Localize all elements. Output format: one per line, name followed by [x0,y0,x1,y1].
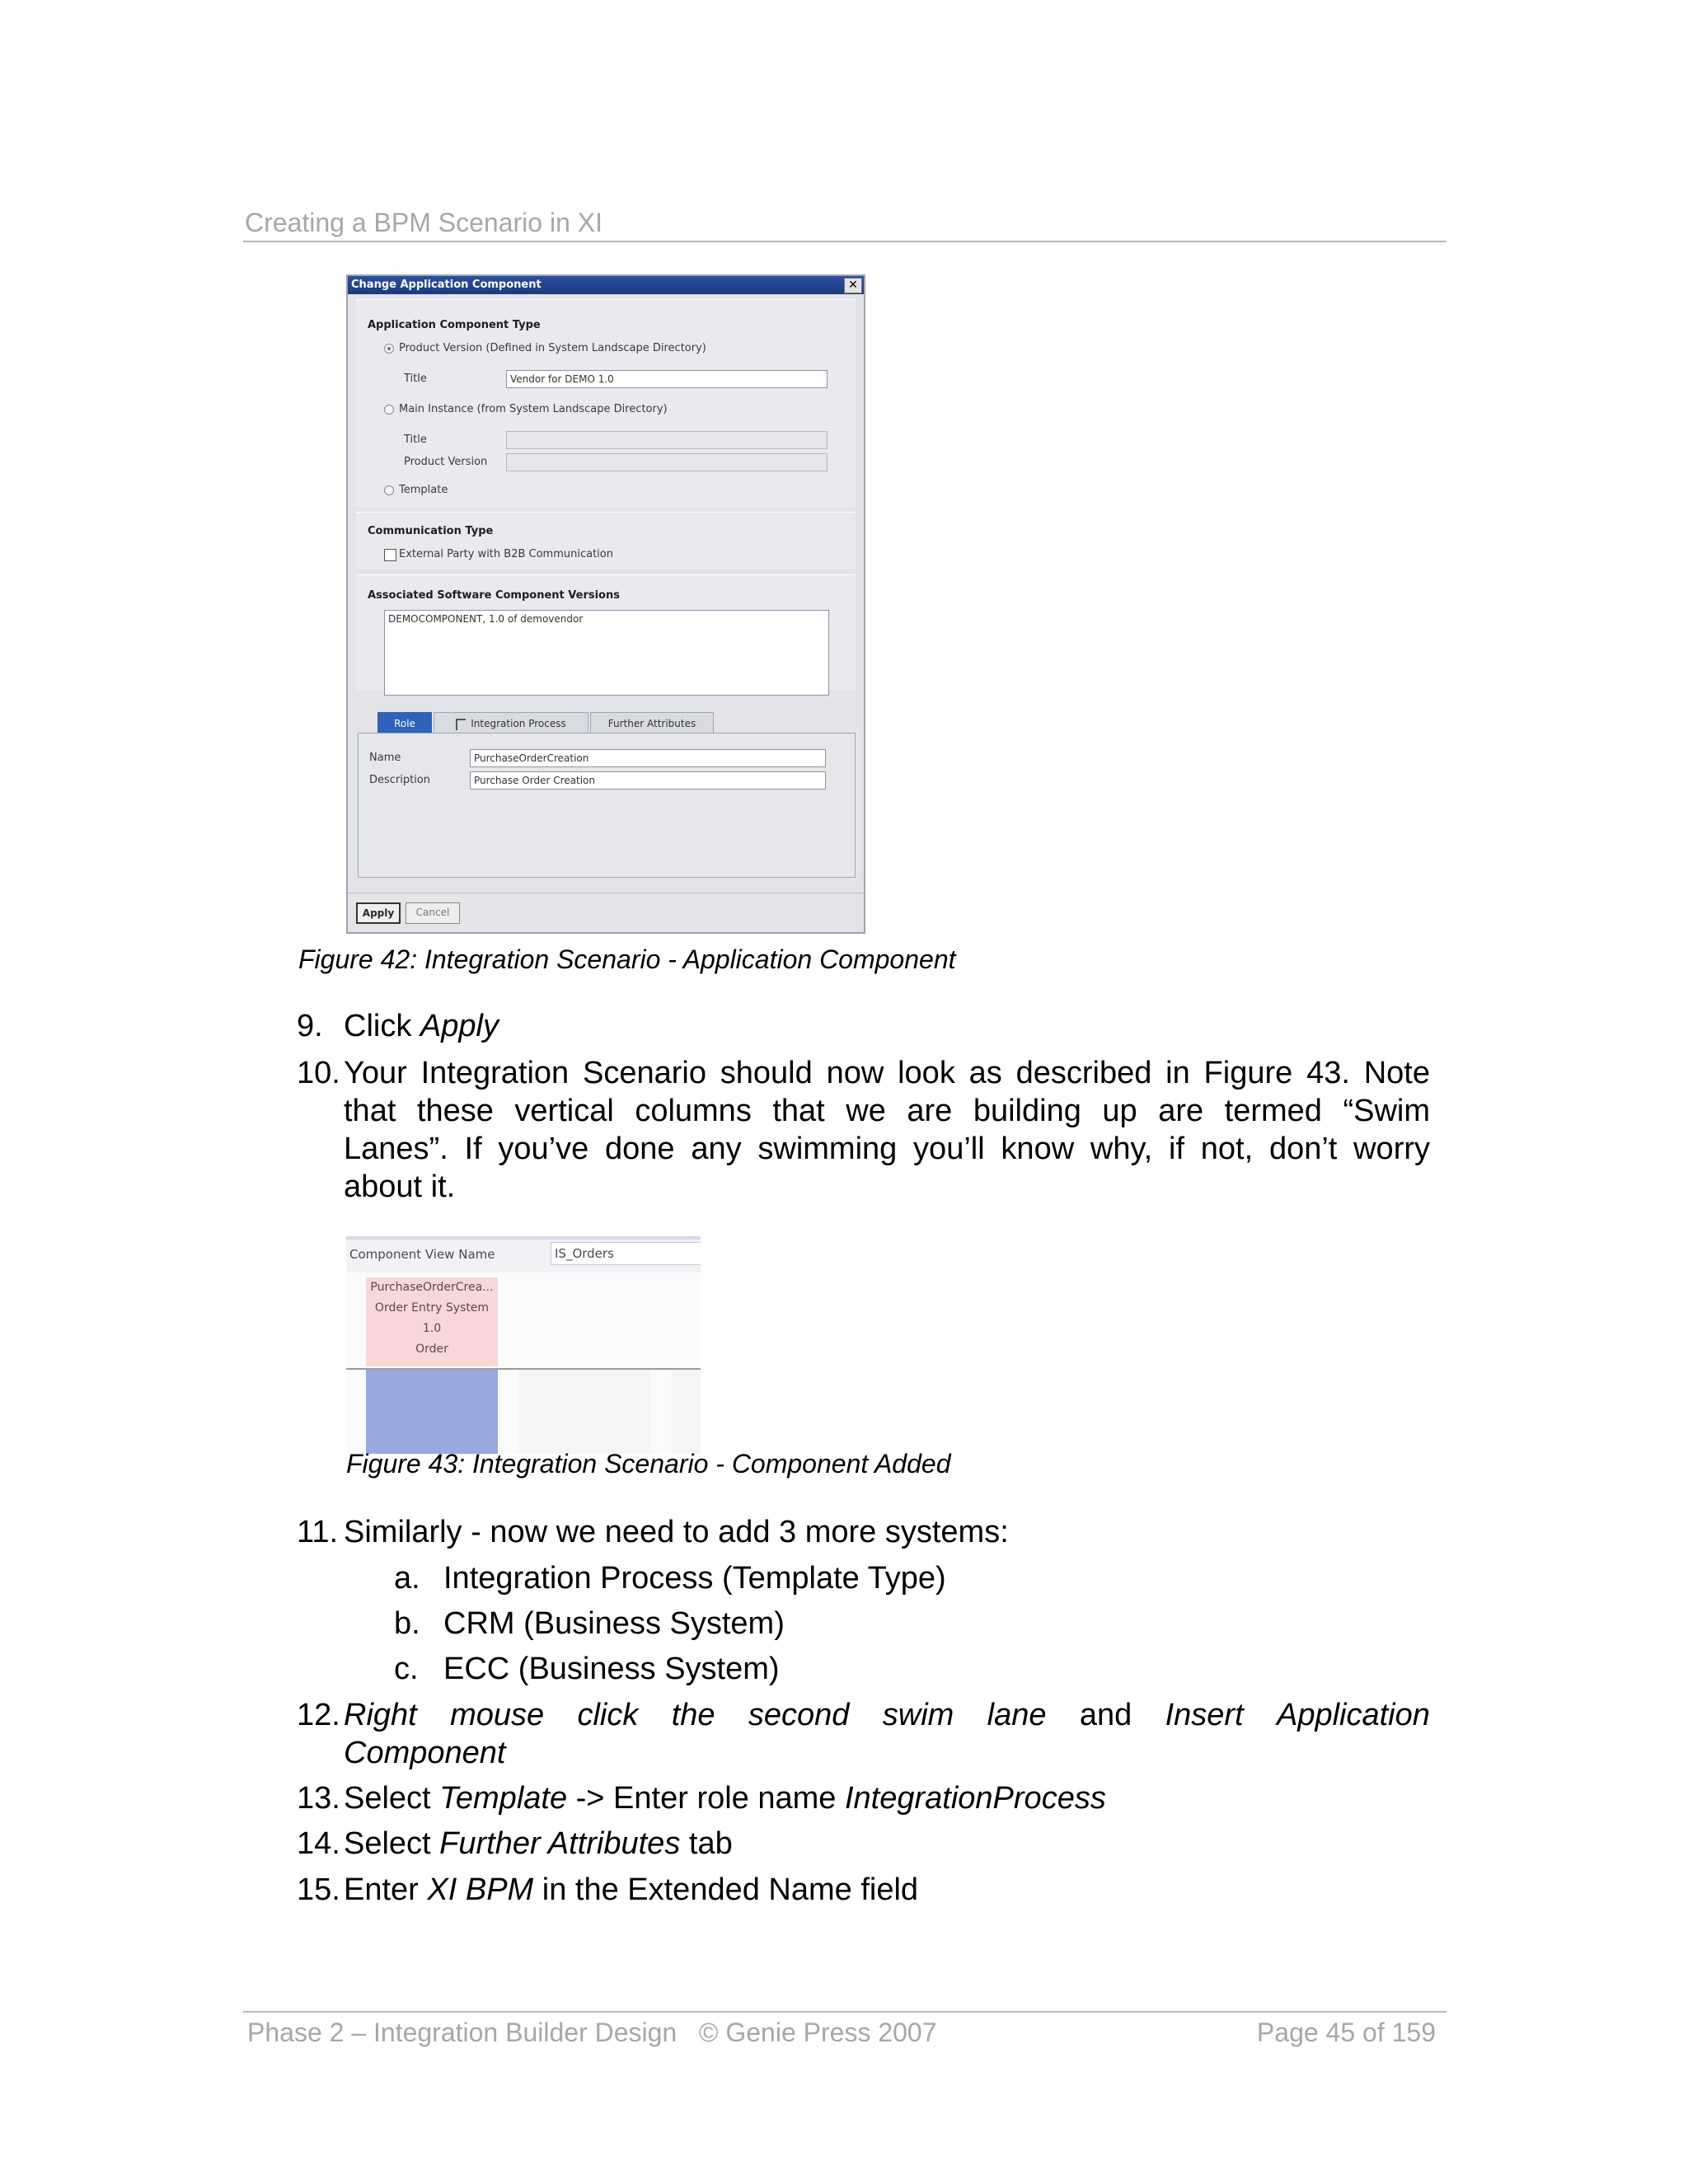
swim-lane-2[interactable] [519,1370,651,1454]
component-view-name-label: Component View Name [349,1247,495,1262]
dialog-title: Change Application Component [351,279,542,291]
main-title-label: Title [404,434,427,446]
step-13-d: IntegrationProcess [844,1781,1106,1816]
product-version-field[interactable] [506,453,828,471]
component-version: 1.0 [422,1322,442,1335]
external-party-checkbox[interactable] [384,549,396,561]
step-12-word-4: the [671,1698,715,1732]
main-title-field[interactable] [506,431,828,449]
step-14 [297,1825,1451,1863]
step-13-b: Template [439,1781,568,1816]
sub-item-c-text: ECC (Business System) [443,1652,780,1686]
component-role-name: PurchaseOrderCrea... [370,1281,494,1294]
step-15-a: Enter [344,1872,428,1907]
step-15 [297,1871,1451,1909]
step-12-word-1: Right [344,1698,417,1732]
step-14-b: Further Attributes [439,1826,681,1861]
step-14-number: 14. [297,1826,340,1861]
sub-item-c [394,1650,1383,1688]
role-name-field[interactable]: PurchaseOrderCreation [470,749,826,767]
sub-item-b-text: CRM (Business System) [443,1606,785,1641]
step-11 [297,1513,1451,1551]
running-header: Creating a BPM Scenario in XI [245,208,603,237]
main-instance-label: Main Instance (from System Landscape Directory) [399,403,668,415]
close-icon[interactable]: ✕ [844,278,862,293]
product-version-label: Product Version (Defined in System Landscape Directory) [399,342,706,354]
component-type: Order [415,1343,448,1356]
step-11-text: Similarly - now we need to add 3 more systems: [344,1515,1009,1549]
tab-integration-process[interactable] [434,712,588,733]
step-9 [297,1007,1451,1045]
step-9-text-a: Click [344,1009,420,1043]
step-12 [297,1696,1431,1772]
step-12-word-9: Insert [1165,1698,1244,1732]
step-12-word-6: swim [882,1698,954,1732]
software-component-list[interactable]: DEMOCOMPONENT, 1.0 of demovendor [384,610,829,696]
step-12-word-2: mouse [450,1698,545,1732]
component-view-screenshot [346,1236,701,1454]
step-13-c: -> Enter role name [567,1781,845,1816]
step-12-word-10: Application [1276,1698,1430,1732]
swim-lane-3[interactable] [672,1370,701,1454]
step-14-a: Select [344,1826,440,1861]
step-14-text [344,1825,733,1863]
step-12-line-1 [344,1696,1430,1734]
sub-item-a [394,1559,1383,1597]
step-13 [297,1779,1451,1817]
sub-item-c-letter: c. [394,1652,419,1686]
step-10-line-3: Lanes”. If you’ve done any swimming you’ll know why, if not, don’t worry [344,1132,1430,1166]
step-15-number: 15. [297,1872,340,1907]
role-name-label: Name [369,752,401,764]
step-9-text [344,1007,499,1045]
step-12-word-3: click [577,1698,639,1732]
step-15-text [344,1871,918,1909]
sub-item-b-letter: b. [394,1606,420,1641]
change-application-component-dialog [346,274,865,934]
component-view-name-field[interactable]: IS_Orders [551,1242,701,1265]
component-system-name: Order Entry System [374,1301,490,1315]
communication-type-section [356,512,856,569]
tab-further-attributes[interactable]: Further Attributes [590,712,714,733]
sub-item-b [394,1605,1383,1643]
process-icon [456,719,466,730]
dialog-titlebar [348,276,864,294]
step-10-number: 10. [297,1056,340,1090]
sub-item-a-text: Integration Process (Template Type) [443,1561,946,1596]
step-12-word-7: lane [987,1698,1047,1732]
footer-left: Phase 2 – Integration Builder Design © Genie Press 2007 [247,2018,937,2047]
step-14-c: tab [680,1826,733,1861]
step-13-text [344,1779,1106,1817]
role-description-field[interactable]: Purchase Order Creation [470,771,826,790]
tab-integration-process-label: Integration Process [471,718,566,729]
step-10-line-1: Your Integration Scenario should now look as described in Figure 43. Note [344,1056,1430,1090]
footer-page-number: Page 45 of 159 [1256,2018,1436,2047]
step-13-a: Select [344,1781,440,1816]
header-rule [243,241,1447,242]
step-12-number: 12. [297,1698,340,1732]
cancel-button[interactable]: Cancel [406,902,460,924]
step-10-line-2: that these vertical columns that we are building up are termed “Swim [344,1094,1430,1128]
tab-role[interactable]: Role [377,712,432,733]
title-field[interactable]: Vendor for DEMO 1.0 [506,370,828,388]
step-12-line-2: Component [344,1736,506,1770]
template-label: Template [399,484,448,496]
template-radio[interactable] [384,485,394,495]
product-version-radio[interactable] [384,344,394,354]
product-version-field-label: Product Version [404,456,488,468]
title-label: Title [404,373,427,385]
communication-type-heading: Communication Type [368,525,494,537]
apply-button[interactable]: Apply [356,902,401,924]
step-11-number: 11. [297,1515,339,1549]
swim-lane-1[interactable] [366,1370,498,1454]
step-13-number: 13. [297,1781,340,1816]
external-party-label: External Party with B2B Communication [399,548,613,560]
step-15-c: in the Extended Name field [533,1872,919,1907]
component-type-heading: Application Component Type [368,319,541,331]
application-component-box[interactable] [366,1277,498,1366]
software-component-heading: Associated Software Component Versions [368,589,620,602]
sub-item-a-letter: a. [394,1561,420,1596]
step-10-line-4: about it. [344,1169,456,1204]
step-9-number: 9. [297,1009,323,1043]
step-12-word-8: and [1079,1698,1132,1732]
figure-42-caption: Figure 42: Integration Scenario - Application Component [298,944,956,974]
role-description-label: Description [369,774,431,786]
footer-rule [243,2011,1447,2013]
main-instance-radio[interactable] [384,405,394,415]
step-9-text-apply: Apply [420,1009,499,1043]
figure-43-caption: Figure 43: Integration Scenario - Component Added [346,1449,951,1479]
step-12-word-5: second [748,1698,850,1732]
step-15-b: XI BPM [427,1872,534,1907]
step-10 [297,1054,1431,1206]
